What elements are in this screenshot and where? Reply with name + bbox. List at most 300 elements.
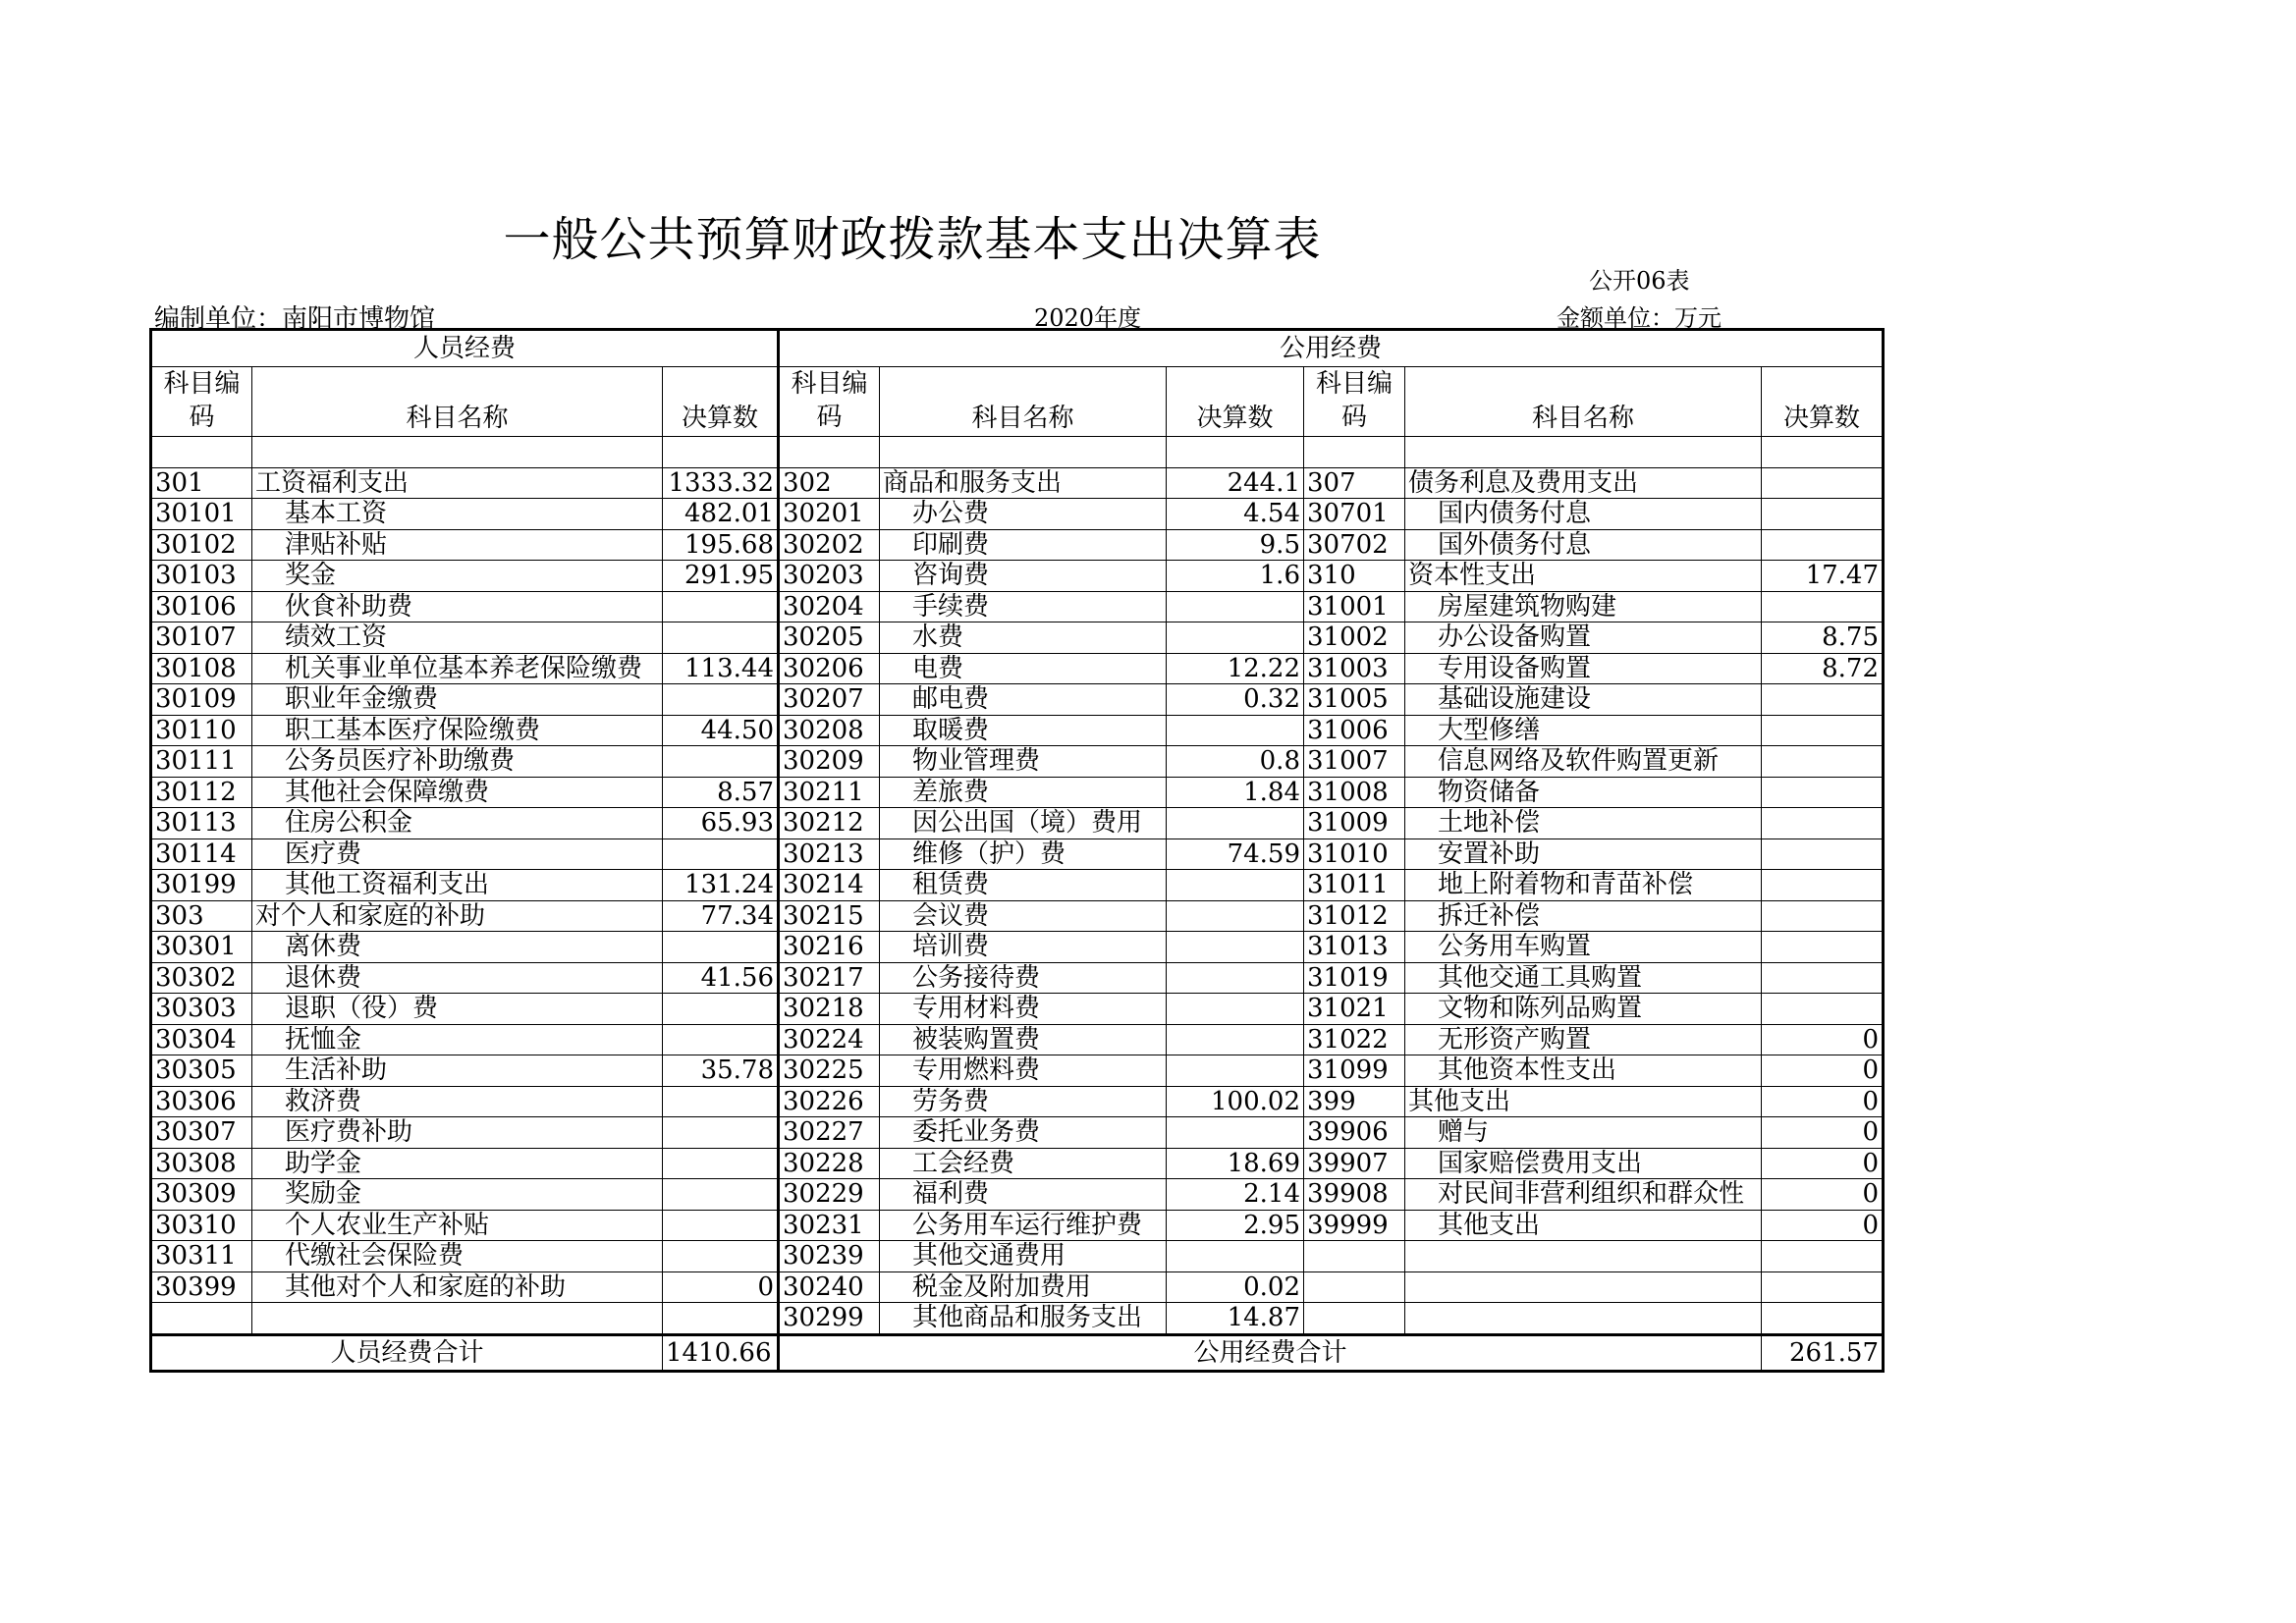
amount bbox=[663, 1241, 779, 1272]
subject-code: 30217 bbox=[779, 962, 880, 994]
amount bbox=[1167, 437, 1304, 468]
amount: 195.68 bbox=[663, 529, 779, 561]
subject-name: 代缴社会保险费 bbox=[252, 1241, 663, 1272]
subject-name: 电费 bbox=[880, 653, 1167, 684]
amount bbox=[1167, 994, 1304, 1025]
subject-code: 39906 bbox=[1304, 1117, 1405, 1149]
subject-name: 伙食补助费 bbox=[252, 591, 663, 622]
subject-name: 其他交通费用 bbox=[880, 1241, 1167, 1272]
subject-code: 39908 bbox=[1304, 1179, 1405, 1211]
table-row bbox=[151, 684, 1884, 716]
subject-code: 30207 bbox=[779, 684, 880, 716]
subject-code: 30212 bbox=[779, 808, 880, 839]
fiscal-year: 2020年度 bbox=[1034, 304, 1142, 332]
amount: 244.1 bbox=[1167, 467, 1304, 499]
subject-name: 物业管理费 bbox=[880, 746, 1167, 778]
subject-name: 无形资产购置 bbox=[1405, 1024, 1762, 1055]
subject-name: 劳务费 bbox=[880, 1086, 1167, 1117]
subject-name: 助学金 bbox=[252, 1148, 663, 1179]
subject-code: 31021 bbox=[1304, 994, 1405, 1025]
subject-code bbox=[1304, 1241, 1405, 1272]
table-row bbox=[151, 499, 1884, 530]
amount bbox=[663, 1210, 779, 1241]
amount: 74.59 bbox=[1167, 839, 1304, 870]
amount: 44.50 bbox=[663, 715, 779, 746]
amount bbox=[1762, 900, 1884, 932]
subject-code: 30305 bbox=[151, 1055, 252, 1087]
subject-code: 30108 bbox=[151, 653, 252, 684]
subject-name: 其他资本性支出 bbox=[1405, 1055, 1762, 1087]
subject-name: 基础设施建设 bbox=[1405, 684, 1762, 716]
subject-code: 31010 bbox=[1304, 839, 1405, 870]
subject-name: 基本工资 bbox=[252, 499, 663, 530]
subject-code: 31003 bbox=[1304, 653, 1405, 684]
subject-name: 取暖费 bbox=[880, 715, 1167, 746]
subject-name: 被装购置费 bbox=[880, 1024, 1167, 1055]
amount bbox=[1167, 1241, 1304, 1272]
subject-code: 30399 bbox=[151, 1271, 252, 1303]
subject-name: 资本性支出 bbox=[1405, 561, 1762, 592]
subject-name: 土地补偿 bbox=[1405, 808, 1762, 839]
subject-code: 30226 bbox=[779, 1086, 880, 1117]
col-name-1: 科目名称 bbox=[252, 367, 663, 437]
subject-name: 差旅费 bbox=[880, 777, 1167, 808]
subject-code: 30303 bbox=[151, 994, 252, 1025]
page-title: 一般公共预算财政拨款基本支出决算表 bbox=[503, 212, 1322, 267]
subject-name bbox=[1405, 437, 1762, 468]
subject-name: 专用燃料费 bbox=[880, 1055, 1167, 1087]
subject-name: 拆迁补偿 bbox=[1405, 900, 1762, 932]
subject-code: 30702 bbox=[1304, 529, 1405, 561]
subject-name: 信息网络及软件购置更新 bbox=[1405, 746, 1762, 778]
subject-name: 福利费 bbox=[880, 1179, 1167, 1211]
subject-name: 专用设备购置 bbox=[1405, 653, 1762, 684]
subject-code: 31001 bbox=[1304, 591, 1405, 622]
amount bbox=[1762, 684, 1884, 716]
subject-code: 301 bbox=[151, 467, 252, 499]
subject-code: 30225 bbox=[779, 1055, 880, 1087]
table-row bbox=[151, 622, 1884, 654]
amount: 0.8 bbox=[1167, 746, 1304, 778]
subject-code: 30106 bbox=[151, 591, 252, 622]
subject-code: 30310 bbox=[151, 1210, 252, 1241]
amount: 41.56 bbox=[663, 962, 779, 994]
subject-name: 其他商品和服务支出 bbox=[880, 1303, 1167, 1335]
subject-code: 31008 bbox=[1304, 777, 1405, 808]
subject-code: 30102 bbox=[151, 529, 252, 561]
table-row bbox=[151, 1210, 1884, 1241]
subject-name: 委托业务费 bbox=[880, 1117, 1167, 1149]
subject-code: 31009 bbox=[1304, 808, 1405, 839]
subject-name: 其他工资福利支出 bbox=[252, 870, 663, 901]
subject-name: 办公费 bbox=[880, 499, 1167, 530]
subject-code: 30203 bbox=[779, 561, 880, 592]
subject-name: 房屋建筑物购建 bbox=[1405, 591, 1762, 622]
col-name-2: 科目名称 bbox=[880, 367, 1167, 437]
subject-code: 30307 bbox=[151, 1117, 252, 1149]
subject-name bbox=[1405, 1303, 1762, 1335]
amount bbox=[1762, 870, 1884, 901]
amount bbox=[1762, 839, 1884, 870]
amount bbox=[1762, 715, 1884, 746]
table-row bbox=[151, 1024, 1884, 1055]
subject-code: 30201 bbox=[779, 499, 880, 530]
subject-name: 职工基本医疗保险缴费 bbox=[252, 715, 663, 746]
amount bbox=[1167, 1024, 1304, 1055]
subject-name: 其他支出 bbox=[1405, 1210, 1762, 1241]
amount: 17.47 bbox=[1762, 561, 1884, 592]
subject-name: 机关事业单位基本养老保险缴费 bbox=[252, 653, 663, 684]
table-row bbox=[151, 437, 1884, 468]
amount bbox=[1167, 622, 1304, 654]
subject-name: 工资福利支出 bbox=[252, 467, 663, 499]
amount: 12.22 bbox=[1167, 653, 1304, 684]
table-row bbox=[151, 1241, 1884, 1272]
subject-code: 30229 bbox=[779, 1179, 880, 1211]
subject-name: 维修（护）费 bbox=[880, 839, 1167, 870]
subject-name: 其他社会保障缴费 bbox=[252, 777, 663, 808]
subject-code: 30113 bbox=[151, 808, 252, 839]
col-code-3: 科目编码 bbox=[1304, 367, 1405, 437]
subject-name: 医疗费 bbox=[252, 839, 663, 870]
subject-code: 30239 bbox=[779, 1241, 880, 1272]
amount bbox=[1762, 746, 1884, 778]
amount: 77.34 bbox=[663, 900, 779, 932]
amount bbox=[1762, 529, 1884, 561]
col-name-3: 科目名称 bbox=[1405, 367, 1762, 437]
subject-code: 30206 bbox=[779, 653, 880, 684]
amount: 9.5 bbox=[1167, 529, 1304, 561]
subject-code: 30215 bbox=[779, 900, 880, 932]
subject-name: 抚恤金 bbox=[252, 1024, 663, 1055]
amount bbox=[1762, 808, 1884, 839]
amount bbox=[1762, 1241, 1884, 1272]
table-row bbox=[151, 467, 1884, 499]
subject-code: 30224 bbox=[779, 1024, 880, 1055]
subject-code: 30216 bbox=[779, 932, 880, 963]
subject-code bbox=[1304, 1271, 1405, 1303]
subject-code: 30227 bbox=[779, 1117, 880, 1149]
subject-name: 办公设备购置 bbox=[1405, 622, 1762, 654]
subject-name: 退职（役）费 bbox=[252, 994, 663, 1025]
amount: 18.69 bbox=[1167, 1148, 1304, 1179]
table-row bbox=[151, 746, 1884, 778]
subject-code: 31022 bbox=[1304, 1024, 1405, 1055]
amount: 8.72 bbox=[1762, 653, 1884, 684]
amount bbox=[663, 839, 779, 870]
subject-code: 30114 bbox=[151, 839, 252, 870]
amount bbox=[1762, 467, 1884, 499]
subject-name: 邮电费 bbox=[880, 684, 1167, 716]
subject-name: 咨询费 bbox=[880, 561, 1167, 592]
amount bbox=[1762, 962, 1884, 994]
subject-code: 30101 bbox=[151, 499, 252, 530]
amount bbox=[663, 437, 779, 468]
subject-name bbox=[252, 437, 663, 468]
subject-name: 个人农业生产补贴 bbox=[252, 1210, 663, 1241]
amount: 1.6 bbox=[1167, 561, 1304, 592]
subject-name: 商品和服务支出 bbox=[880, 467, 1167, 499]
subject-code: 30211 bbox=[779, 777, 880, 808]
subject-code: 39907 bbox=[1304, 1148, 1405, 1179]
personnel-total-label: 人员经费合计 bbox=[151, 1334, 663, 1371]
col-code-2: 科目编码 bbox=[779, 367, 880, 437]
subject-name: 国外债务付息 bbox=[1405, 529, 1762, 561]
subject-name: 离休费 bbox=[252, 932, 663, 963]
totals-row bbox=[151, 1334, 1884, 1371]
subject-name: 国内债务付息 bbox=[1405, 499, 1762, 530]
amount bbox=[1762, 932, 1884, 963]
amount bbox=[663, 1303, 779, 1335]
amount: 291.95 bbox=[663, 561, 779, 592]
compiling-unit: 编制单位：南阳市博物馆 bbox=[154, 304, 436, 334]
subject-name: 救济费 bbox=[252, 1086, 663, 1117]
col-amount-2: 决算数 bbox=[1167, 367, 1304, 437]
table-row bbox=[151, 777, 1884, 808]
amount bbox=[1167, 1117, 1304, 1149]
amount bbox=[663, 622, 779, 654]
amount: 35.78 bbox=[663, 1055, 779, 1087]
money-unit: 金额单位：万元 bbox=[1557, 304, 1722, 332]
amount: 0.02 bbox=[1167, 1271, 1304, 1303]
table-row bbox=[151, 591, 1884, 622]
subject-name: 公务用车运行维护费 bbox=[880, 1210, 1167, 1241]
subject-name: 公务员医疗补助缴费 bbox=[252, 746, 663, 778]
subject-code: 39999 bbox=[1304, 1210, 1405, 1241]
amount: 14.87 bbox=[1167, 1303, 1304, 1335]
amount bbox=[1762, 777, 1884, 808]
amount bbox=[663, 591, 779, 622]
subject-code: 30213 bbox=[779, 839, 880, 870]
amount: 0 bbox=[663, 1271, 779, 1303]
table-row bbox=[151, 900, 1884, 932]
subject-name: 绩效工资 bbox=[252, 622, 663, 654]
subject-code bbox=[779, 437, 880, 468]
table-row bbox=[151, 808, 1884, 839]
table-row bbox=[151, 962, 1884, 994]
amount bbox=[663, 1086, 779, 1117]
subject-name: 其他交通工具购置 bbox=[1405, 962, 1762, 994]
subject-code: 30103 bbox=[151, 561, 252, 592]
subject-code: 30301 bbox=[151, 932, 252, 963]
subject-code: 30204 bbox=[779, 591, 880, 622]
amount bbox=[663, 684, 779, 716]
amount bbox=[663, 1117, 779, 1149]
subject-name: 奖金 bbox=[252, 561, 663, 592]
amount: 131.24 bbox=[663, 870, 779, 901]
subject-code bbox=[151, 1303, 252, 1335]
amount: 0 bbox=[1762, 1024, 1884, 1055]
subject-name: 医疗费补助 bbox=[252, 1117, 663, 1149]
subject-name: 安置补助 bbox=[1405, 839, 1762, 870]
amount bbox=[1167, 808, 1304, 839]
subject-name: 退休费 bbox=[252, 962, 663, 994]
amount bbox=[663, 1179, 779, 1211]
amount bbox=[1762, 1303, 1884, 1335]
amount: 2.95 bbox=[1167, 1210, 1304, 1241]
subject-code: 31019 bbox=[1304, 962, 1405, 994]
subject-code: 30205 bbox=[779, 622, 880, 654]
table-row bbox=[151, 1271, 1884, 1303]
subject-code: 30306 bbox=[151, 1086, 252, 1117]
amount bbox=[1762, 499, 1884, 530]
amount: 0 bbox=[1762, 1117, 1884, 1149]
table-row bbox=[151, 1179, 1884, 1211]
amount: 0 bbox=[1762, 1179, 1884, 1211]
subject-code: 30231 bbox=[779, 1210, 880, 1241]
amount: 0 bbox=[1762, 1210, 1884, 1241]
subject-code: 31005 bbox=[1304, 684, 1405, 716]
subject-code: 31002 bbox=[1304, 622, 1405, 654]
subject-code: 30209 bbox=[779, 746, 880, 778]
expenditure-table bbox=[149, 328, 1885, 1373]
table-row bbox=[151, 1303, 1884, 1335]
subject-code: 31007 bbox=[1304, 746, 1405, 778]
subject-code: 310 bbox=[1304, 561, 1405, 592]
amount bbox=[663, 746, 779, 778]
amount: 0.32 bbox=[1167, 684, 1304, 716]
table-row bbox=[151, 870, 1884, 901]
subject-name: 会议费 bbox=[880, 900, 1167, 932]
subject-name: 税金及附加费用 bbox=[880, 1271, 1167, 1303]
table-row bbox=[151, 715, 1884, 746]
subject-code: 30311 bbox=[151, 1241, 252, 1272]
table-row bbox=[151, 1086, 1884, 1117]
subject-name: 大型修缮 bbox=[1405, 715, 1762, 746]
personnel-header: 人员经费 bbox=[151, 330, 779, 367]
subject-name: 租赁费 bbox=[880, 870, 1167, 901]
table-row bbox=[151, 839, 1884, 870]
col-amount-1: 决算数 bbox=[663, 367, 779, 437]
subject-code bbox=[1304, 1303, 1405, 1335]
table-row bbox=[151, 932, 1884, 963]
subject-name: 培训费 bbox=[880, 932, 1167, 963]
subject-code: 30112 bbox=[151, 777, 252, 808]
amount: 1.84 bbox=[1167, 777, 1304, 808]
amount bbox=[1167, 591, 1304, 622]
amount bbox=[663, 1024, 779, 1055]
table-row bbox=[151, 529, 1884, 561]
subject-name: 其他支出 bbox=[1405, 1086, 1762, 1117]
amount bbox=[1762, 994, 1884, 1025]
amount bbox=[1762, 591, 1884, 622]
subject-code: 30208 bbox=[779, 715, 880, 746]
subject-code: 31013 bbox=[1304, 932, 1405, 963]
subject-code: 30111 bbox=[151, 746, 252, 778]
subject-code: 30214 bbox=[779, 870, 880, 901]
subject-name: 生活补助 bbox=[252, 1055, 663, 1087]
table-row bbox=[151, 1055, 1884, 1087]
subject-code: 31011 bbox=[1304, 870, 1405, 901]
subject-name: 债务利息及费用支出 bbox=[1405, 467, 1762, 499]
subject-code bbox=[151, 437, 252, 468]
subject-name: 文物和陈列品购置 bbox=[1405, 994, 1762, 1025]
amount: 113.44 bbox=[663, 653, 779, 684]
amount: 0 bbox=[1762, 1055, 1884, 1087]
subject-name: 职业年金缴费 bbox=[252, 684, 663, 716]
amount bbox=[1167, 870, 1304, 901]
subject-code: 30109 bbox=[151, 684, 252, 716]
amount bbox=[663, 932, 779, 963]
subject-name bbox=[252, 1303, 663, 1335]
amount: 4.54 bbox=[1167, 499, 1304, 530]
amount: 482.01 bbox=[663, 499, 779, 530]
amount: 8.75 bbox=[1762, 622, 1884, 654]
subject-code bbox=[1304, 437, 1405, 468]
amount bbox=[663, 1148, 779, 1179]
amount bbox=[1167, 962, 1304, 994]
subject-code: 30309 bbox=[151, 1179, 252, 1211]
amount: 0 bbox=[1762, 1086, 1884, 1117]
public-total-value: 261.57 bbox=[1762, 1334, 1884, 1371]
subject-name: 专用材料费 bbox=[880, 994, 1167, 1025]
table-row bbox=[151, 653, 1884, 684]
amount: 2.14 bbox=[1167, 1179, 1304, 1211]
subject-name: 国家赔偿费用支出 bbox=[1405, 1148, 1762, 1179]
subject-name: 公务接待费 bbox=[880, 962, 1167, 994]
public-total-label: 公用经费合计 bbox=[779, 1334, 1762, 1371]
subject-code: 30202 bbox=[779, 529, 880, 561]
subject-code: 303 bbox=[151, 900, 252, 932]
subject-name: 奖励金 bbox=[252, 1179, 663, 1211]
amount bbox=[1167, 900, 1304, 932]
amount bbox=[663, 994, 779, 1025]
subject-code: 399 bbox=[1304, 1086, 1405, 1117]
table-row bbox=[151, 1148, 1884, 1179]
subject-code: 30240 bbox=[779, 1271, 880, 1303]
subject-code: 307 bbox=[1304, 467, 1405, 499]
subject-code: 30199 bbox=[151, 870, 252, 901]
col-code-1: 科目编码 bbox=[151, 367, 252, 437]
subject-code: 30302 bbox=[151, 962, 252, 994]
subject-name: 住房公积金 bbox=[252, 808, 663, 839]
amount: 0 bbox=[1762, 1148, 1884, 1179]
subject-code: 30308 bbox=[151, 1148, 252, 1179]
subject-code: 31012 bbox=[1304, 900, 1405, 932]
table-row bbox=[151, 1117, 1884, 1149]
table-number: 公开06表 bbox=[1589, 267, 1690, 295]
public-header: 公用经费 bbox=[779, 330, 1884, 367]
amount: 1333.32 bbox=[663, 467, 779, 499]
col-amount-3: 决算数 bbox=[1762, 367, 1884, 437]
subject-code: 31099 bbox=[1304, 1055, 1405, 1087]
subject-name: 其他对个人和家庭的补助 bbox=[252, 1271, 663, 1303]
amount bbox=[1762, 437, 1884, 468]
amount bbox=[1167, 932, 1304, 963]
subject-code: 30228 bbox=[779, 1148, 880, 1179]
subject-name: 工会经费 bbox=[880, 1148, 1167, 1179]
subject-name bbox=[880, 437, 1167, 468]
amount: 100.02 bbox=[1167, 1086, 1304, 1117]
subject-name: 地上附着物和青苗补偿 bbox=[1405, 870, 1762, 901]
table-row bbox=[151, 994, 1884, 1025]
subject-code: 30110 bbox=[151, 715, 252, 746]
subject-name: 印刷费 bbox=[880, 529, 1167, 561]
amount bbox=[1762, 1271, 1884, 1303]
subject-code: 30299 bbox=[779, 1303, 880, 1335]
subject-name bbox=[1405, 1241, 1762, 1272]
subject-code: 30304 bbox=[151, 1024, 252, 1055]
amount: 65.93 bbox=[663, 808, 779, 839]
subject-name: 对民间非营利组织和群众性 bbox=[1405, 1179, 1762, 1211]
subject-name: 赠与 bbox=[1405, 1117, 1762, 1149]
subject-name: 公务用车购置 bbox=[1405, 932, 1762, 963]
amount: 8.57 bbox=[663, 777, 779, 808]
amount bbox=[1167, 715, 1304, 746]
subject-name: 对个人和家庭的补助 bbox=[252, 900, 663, 932]
subject-name: 手续费 bbox=[880, 591, 1167, 622]
subject-code: 31006 bbox=[1304, 715, 1405, 746]
